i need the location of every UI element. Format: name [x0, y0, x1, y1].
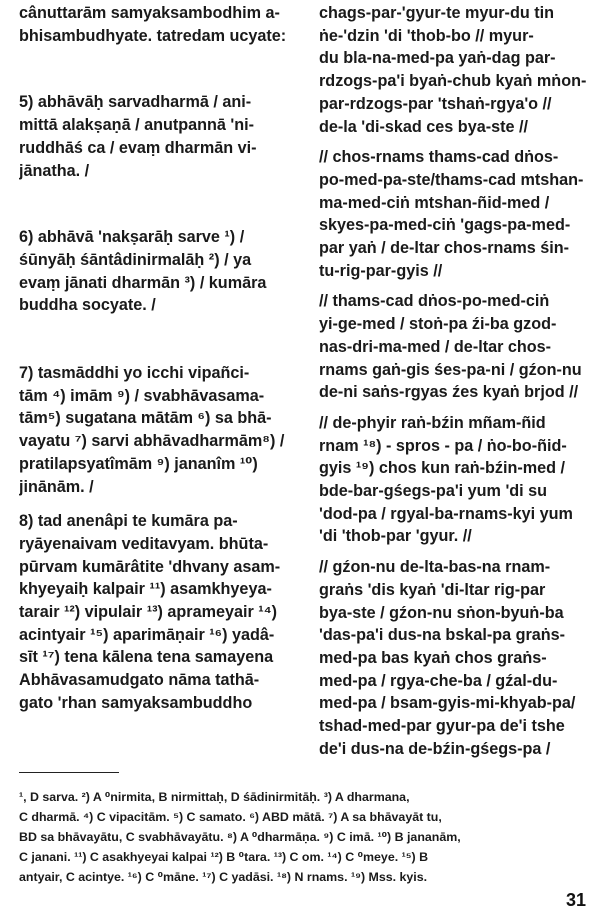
paragraph-intro-tibetan [319, 2, 588, 138]
text-line: tām ⁴) imām ⁹) / svabhāvasama- [19, 386, 265, 405]
verse-6 [19, 226, 302, 317]
footnote-divider [19, 772, 119, 773]
footnotes [19, 787, 589, 887]
text-line: par-rdzogs-par 'tshaṅ-rgya'o // [319, 94, 552, 113]
text-line: buddha socyate. / [19, 296, 156, 315]
text-line: du bla-na-med-pa yaṅ-dag par- [319, 49, 556, 68]
text-line: vayatu ⁷) sarvi abhāvadharmām⁸) / [19, 432, 285, 451]
text-line: bde-bar-gśegs-pa'i yum 'di su [319, 482, 548, 501]
text-line: tām⁵) sugatana mātām ⁶) sa bhā- [19, 409, 272, 428]
text-line: pratilapsyatîmām ⁹) jananîm ¹⁰) [19, 454, 258, 473]
verse-7-tibetan [319, 412, 588, 548]
text-line: nas-dri-ma-med / de-ltar chos- [319, 337, 552, 356]
text-line: Abhāvasamudgato nāma tathā- [19, 671, 260, 690]
text-line: evaṃ jānati dharmān ³) / kumāra [19, 273, 267, 292]
text-line: par yaṅ / de-ltar chos-rnams śin- [319, 239, 570, 258]
text-line: khyeyaiḥ kalpair ¹¹) asamkhyeya- [19, 580, 272, 599]
verse-5-tibetan [319, 146, 588, 282]
text-line: mittā alakṣaṇā / anutpannā 'ni- [19, 116, 255, 135]
text-line: cânuttarām samyaksambodhim a- [19, 4, 280, 22]
text-line: bhisambudhyate. tatredam ucyate: [19, 26, 287, 45]
text-line: acintyair ¹⁵) aparimāṇair ¹⁶) yadâ- [19, 625, 275, 644]
text-line: 8) tad anenâpi te kumāra pa- [19, 512, 238, 531]
verse-5 [19, 91, 302, 182]
text-line: // gźon-nu de-lta-bas-na rnam- [319, 558, 551, 577]
text-line: gato 'rhan samyaksambuddho [19, 693, 253, 712]
section-8 [19, 510, 302, 714]
tibetan-column [319, 2, 588, 761]
text-line: rnams gaṅ-gis śes-pa-ni / gźon-nu [319, 360, 582, 379]
text-line: skyes-pa-med-ciṅ 'gags-pa-med- [319, 216, 571, 235]
text-line: ma-med-ciṅ mtshan-ñid-med / [319, 193, 550, 212]
text-line: jinānām. / [19, 477, 94, 496]
text-line: de-ni saṅs-rgyas źes kyaṅ brjod // [319, 383, 579, 402]
text-line: rdzogs-pa'i byaṅ-chub kyaṅ mṅon- [319, 72, 587, 91]
text-line: ryāyenaivam veditavyam. bhūta- [19, 534, 269, 553]
text-line: ṅe-'dzin 'di 'thob-bo // myur- [319, 26, 534, 45]
text-line: tu-rig-par-gyis // [319, 261, 443, 280]
footnote-line: BD sa bhāvayātu, C svabhāvayātu. ⁸) A ⁰dharmāṇa. ⁹) C imā. ¹⁰) B jananām, [19, 830, 461, 844]
text-line: sīt ¹⁷) tena kālena tena samayena [19, 648, 274, 667]
verse-7 [19, 362, 302, 498]
text-line: 'di 'thob-par 'gyur. // [319, 527, 472, 546]
text-line: // thams-cad dṅos-po-med-ciṅ [319, 292, 550, 311]
text-line: chags-par-'gyur-te myur-du tin [319, 4, 554, 22]
footnote-line: C dharmā. ⁴) C vipacitām. ⁵) C samato. ⁶) ABD mātā. ⁷) A sa bhāvayāt tu, [19, 810, 442, 824]
text-line: yi-ge-med / stoṅ-pa źi-ba gzod- [319, 315, 557, 334]
text-line: gyis ¹⁹) chos kun raṅ-bźin-med / [319, 459, 566, 478]
text-line: de-la 'di-skad ces bya-ste // [319, 117, 528, 136]
text-line: tarair ¹²) vipulair ¹³) aprameyair ¹⁴) [19, 603, 278, 622]
text-line: bya-ste / gźon-nu sṅon-byuṅ-ba [319, 603, 564, 622]
footnote-line: antyair, C acintye. ¹⁶) C ⁰māne. ¹⁷) C yadāsi. ¹⁸) N rnams. ¹⁹) Mss. kyis. [19, 870, 428, 884]
text-line: med-pa bas kyaṅ chos graṅs- [319, 648, 547, 667]
text-line: med-pa / bsam-gyis-mi-khyab-pa/ [319, 694, 576, 713]
text-line: med-pa / rgya-che-ba / gźal-du- [319, 671, 558, 690]
text-line: rnam ¹⁸) - spros - pa / ṅo-bo-ñid- [319, 436, 567, 455]
text-line: // chos-rnams thams-cad dṅos- [319, 148, 559, 167]
text-line: // de-phyir raṅ-bźin mñam-ñid [319, 413, 546, 432]
verse-6-tibetan [319, 290, 588, 404]
text-line: 6) abhāvā 'nakṣarāḥ sarve ¹) / [19, 228, 245, 247]
text-line: 7) tasmāddhi yo icchi vipañci- [19, 364, 250, 383]
footnote-line: C janani. ¹¹) C asakhyeyai kalpai ¹²) B ⁰tara. ¹³) C om. ¹⁴) C ⁰meye. ¹⁵) B [19, 850, 429, 864]
text-line: pūrvam kumārâtite 'dhvany asam- [19, 557, 281, 576]
text-line: graṅs 'dis kyaṅ 'di-ltar rig-par [319, 580, 546, 599]
text-line: jānatha. / [19, 161, 90, 180]
text-line: de'i dus-na de-bźin-gśegs-pa / [319, 739, 551, 758]
text-line: tshad-med-par gyur-pa de'i tshe [319, 717, 565, 736]
page-number: 31 [565, 890, 586, 910]
text-line: ruddhāś ca / evaṃ dharmān vi- [19, 138, 257, 157]
text-line: 5) abhāvāḥ sarvadharmā / ani- [19, 93, 252, 112]
text-line: 'dod-pa / rgyal-ba-rnams-kyi yum [319, 504, 573, 523]
text-line: śūnyāḥ śāntâdinirmalāḥ ²) / ya [19, 250, 252, 269]
section-8-tibetan [319, 556, 588, 760]
text-line: po-med-pa-ste/thams-cad mtshan- [319, 170, 584, 189]
sanskrit-column [19, 2, 302, 715]
text-line: 'das-pa'i dus-na bskal-pa graṅs- [319, 626, 566, 645]
paragraph-intro [19, 2, 302, 47]
footnote-line: ¹, D sarva. ²) A ⁰nirmita, B nirmittaḥ, D śādinirmitāḥ. ³) A dharmana, [19, 790, 410, 804]
